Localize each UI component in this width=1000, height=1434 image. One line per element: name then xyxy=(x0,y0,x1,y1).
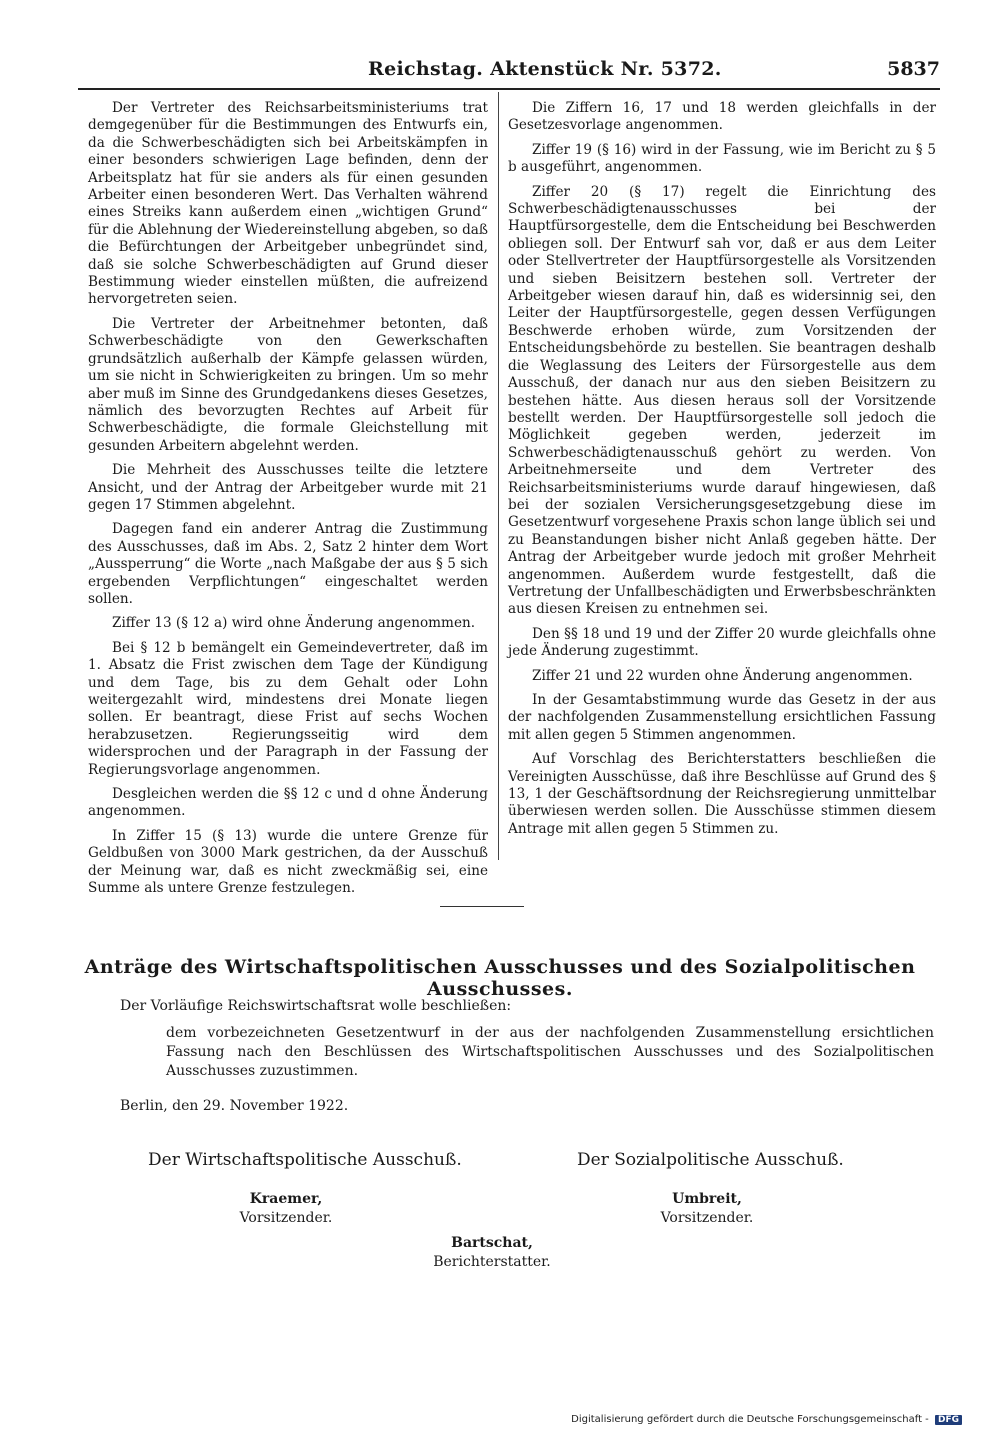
paragraph: In der Gesamtabstimmung wurde das Gesetz in der aus der nachfolgenden Zusammenstellung ersichtlichen Fassung mit allen gegen 5 Stimmen angenommen. xyxy=(508,692,936,743)
signature-right xyxy=(607,1190,807,1228)
paragraph: Der Vertreter des Reichsarbeitsministeriums trat demgegenüber für die Bestimmungen des Entwurfs ein, da die Schwerbeschädigten sich bei Arbeitskämpfen in einer besonders schwierigen Lage befinden, denn der Arbeitsplatz hat für sie anders als für einen gesunden Arbeiter einen besonderen Wert. Das Verhalten während eines Streiks kann außerdem einen „wichtigen Grund“ für die Ablehnung der Wiedereinstellung abgeben, so daß die Befürchtungen der Arbeitgeber unbegründet sind, daß sie solche Schwerbeschädigten auf Grund dieser Bestimmung wieder einstellen müßten, die aufreizend hervorgetreten seien. xyxy=(88,100,488,308)
committee-right: Der Sozialpolitische Ausschuß. xyxy=(577,1150,844,1170)
header-rule xyxy=(78,88,940,90)
signature-left xyxy=(186,1190,386,1228)
committee-left: Der Wirtschaftspolitische Ausschuß. xyxy=(148,1150,462,1170)
paragraph: Die Vertreter der Arbeitnehmer betonten, daß Schwerbeschädigte von den Gewerkschaften grundsätzlich außerhalb der Kämpfe gelassen würden, um sie nicht in Schwierigkeiten zu bringen. Um so mehr aber muß im Sinne des Grundgedankens dieses Gesetzes, nämlich des bevorzugten Rechtes auf Arbeit für Schwerbeschädigte, die formale Gleichstellung mit gesunden Arbeitern abgelehnt werden. xyxy=(88,315,488,454)
paragraph: Dagegen fand ein anderer Antrag die Zustimmung des Ausschusses, daß im Abs. 2, Satz 2 hinter dem Wort „Aussperrung“ die Worte „nach Maßgabe der aus § 5 sich ergebenden Verpflichtungen“ eingeschaltet werden sollen. xyxy=(88,521,488,607)
dfg-logo-icon: DFG xyxy=(935,1415,962,1425)
paragraph: Die Mehrheit des Ausschusses teilte die letztere Ansicht, und der Antrag der Arbeitgeber wurde mit 21 gegen 17 Stimmen abgelehnt. xyxy=(88,462,488,513)
paragraph: Ziffer 13 (§ 12 a) wird ohne Änderung angenommen. xyxy=(112,615,476,632)
page-header xyxy=(78,58,940,88)
paragraph: Ziffer 19 (§ 16) wird in der Fassung, wie im Bericht zu § 5 b ausgeführt, angenommen. xyxy=(508,141,936,176)
page-number: 5837 xyxy=(887,58,940,80)
digitization-credit xyxy=(571,1414,962,1425)
left-column xyxy=(88,100,488,904)
column-divider xyxy=(498,92,499,860)
paragraph: Die Ziffern 16, 17 und 18 werden gleichfalls in der Gesetzesvorlage angenommen. xyxy=(508,100,936,134)
signatory-name: Kraemer, xyxy=(249,1191,323,1207)
motion-body: dem vorbezeichneten Gesetzentwurf in der aus der nachfolgenden Zusammenstellung ersichtlichen Fassung nach den Beschlüssen des Wirtschaftspolitischen Ausschusses und des Sozialpolitischen Ausschusses zuzustimmen. xyxy=(166,1025,934,1079)
motion-date: Berlin, den 29. November 1922. xyxy=(120,1098,349,1114)
header-title: Reichstag. Aktenstück Nr. 5372. xyxy=(368,58,722,80)
paragraph: In Ziffer 15 (§ 13) wurde die untere Grenze für Geldbußen von 3000 Mark gestrichen, da der Ausschuß der Meinung war, daß es nicht zweckmäßig sei, eine Summe als untere Grenze festzulegen. xyxy=(88,827,488,897)
signatory-role: Vorsitzender. xyxy=(660,1210,754,1226)
paragraph: Bei § 12 b bemängelt ein Gemeindevertreter, daß im 1. Absatz die Frist zwischen dem Tage der Kündigung und dem Tage, bis zu dem Gehalt oder Lohn weitergezahlt wird, mindestens drei Monate liegen sollen. Er beantragt, diese Frist auf sechs Wochen herabzusetzen. Regierungsseitig wird dem widersprochen und der Paragraph in der Fassung der Regierungsvorlage angenommen. xyxy=(88,639,488,778)
paragraph: Desgleichen werden die §§ 12 c und d ohne Änderung angenommen. xyxy=(88,786,488,820)
motion-heading: Anträge des Wirtschaftspolitischen Ausschusses und des Sozialpolitischen Ausschusses. xyxy=(84,956,916,1000)
right-column xyxy=(508,100,936,845)
paragraph: Ziffer 21 und 22 wurden ohne Änderung angenommen. xyxy=(532,667,913,684)
signatory-role: Berichterstatter. xyxy=(433,1254,551,1270)
paragraph: Auf Vorschlag des Berichterstatters beschließen die Vereinigten Ausschüsse, daß ihre Beschlüsse auf Grund des § 13, 1 der Geschäftsordnung der Reichsregierung unmittelbar überwiesen werden sollen. Die Ausschüsse stimmen diesem Antrage mit allen gegen 5 Stimmen zu. xyxy=(508,751,936,837)
motion-intro: Der Vorläufige Reichswirtschaftsrat wolle beschließen: xyxy=(120,998,512,1014)
signatory-name: Umbreit, xyxy=(672,1191,742,1207)
signatory-role: Vorsitzender. xyxy=(239,1210,333,1226)
credit-text: Digitalisierung gefördert durch die Deutsche Forschungsgemeinschaft - xyxy=(571,1414,929,1425)
paragraph: Ziffer 20 (§ 17) regelt die Einrichtung des Schwerbeschädigtenausschusses bei der Hauptfürsorgestelle, dem die Entscheidung bei Beschwerden obliegen soll. Der Entwurf sah vor, daß er aus dem Leiter oder Stellvertreter der Hauptfürsorgestelle als Vorsitzenden und sieben Beisitzern bestehen soll. Vertreter der Arbeitgeber wiesen darauf hin, daß es widersinnig sei, den Leiter der Hauptfürsorgestelle, gegen dessen Verfügungen Beschwerde erhoben würde, zum Vorsitzenden der Entscheidungsbehörde zu bestellen. Sie beantragen deshalb die Weglassung des Leiters der Fürsorgestelle aus dem Ausschuß, der danach nur aus den sieben Beisitzern zu bestehen hätte. Aus diesen heraus soll der Vorsitzende bestellt werden. Der Hauptfürsorgestelle soll jedoch die Möglichkeit gegeben werden, jederzeit im Schwerbeschädigtenausschuß gehört zu werden. Von Arbeitnehmerseite und dem Vertreter des Reichsarbeitsministeriums wurde darauf hingewiesen, daß bei der sozialen Versicherungsgesetzgebung diese im Gesetzentwurf vorgesehene Praxis schon lange üblich sei und zu Beanstandungen bisher nicht Anlaß gegeben hätte. Der Antrag der Arbeitgeber wurde jedoch mit großer Mehrheit angenommen. Außerdem wurde festgestellt, daß die Vertretung der Unfallbeschädigten und Erwerbsbeschränkten aus diesen Kreisen zu entnehmen sei. xyxy=(508,183,937,618)
signatory-name: Bartschat, xyxy=(451,1235,533,1251)
signature-center xyxy=(392,1234,592,1272)
section-separator xyxy=(440,906,524,907)
paragraph: Den §§ 18 und 19 und der Ziffer 20 wurde gleichfalls ohne jede Änderung zugestimmt. xyxy=(508,625,936,660)
